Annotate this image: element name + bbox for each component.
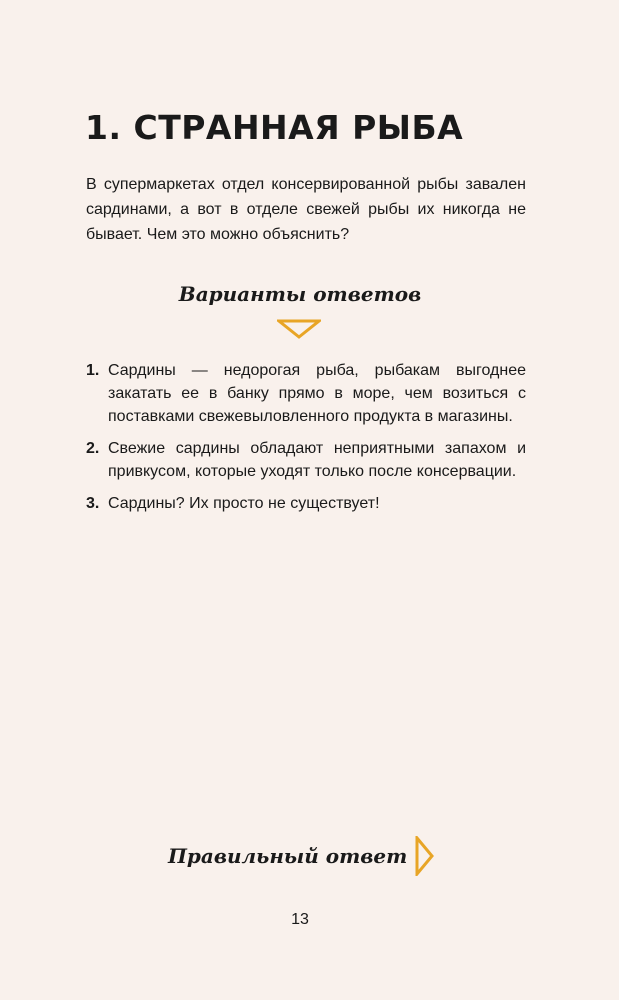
option-text: Сардины — недорогая рыба, рыбакам выгоднее закатать ее в банку прямо в море, чем возиться с поставками свежевыловленного продукта в магазины. — [108, 362, 526, 425]
triangle-down-icon — [277, 319, 321, 339]
option-text: Сардины? Их просто не существует! — [108, 495, 380, 512]
option-text: Свежие сардины обладают неприятными запахом и привкусом, которые уходят только после консервации. — [108, 440, 526, 480]
option-number: 3. — [86, 495, 100, 512]
question-text: В супермаркетах отдел консервированной рыбы завален сардинами, а вот в отделе свежей рыбы их никогда не бывает. Чем это можно объяснить? — [86, 176, 526, 243]
triangle-right-icon[interactable] — [415, 836, 435, 876]
options-list — [86, 359, 526, 524]
correct-answer-link[interactable] — [168, 836, 435, 876]
option-number: 2. — [86, 440, 100, 457]
page-number: 13 — [291, 911, 309, 928]
option-item-1[interactable] — [86, 359, 526, 428]
correct-answer-label: Правильный ответ — [168, 844, 408, 868]
options-heading: Варианты ответов — [178, 282, 422, 306]
option-item-3[interactable] — [86, 492, 526, 515]
chapter-title: 1. СТРАННАЯ РЫБА — [85, 108, 464, 147]
option-number: 1. — [86, 362, 100, 379]
option-item-2[interactable] — [86, 437, 526, 483]
